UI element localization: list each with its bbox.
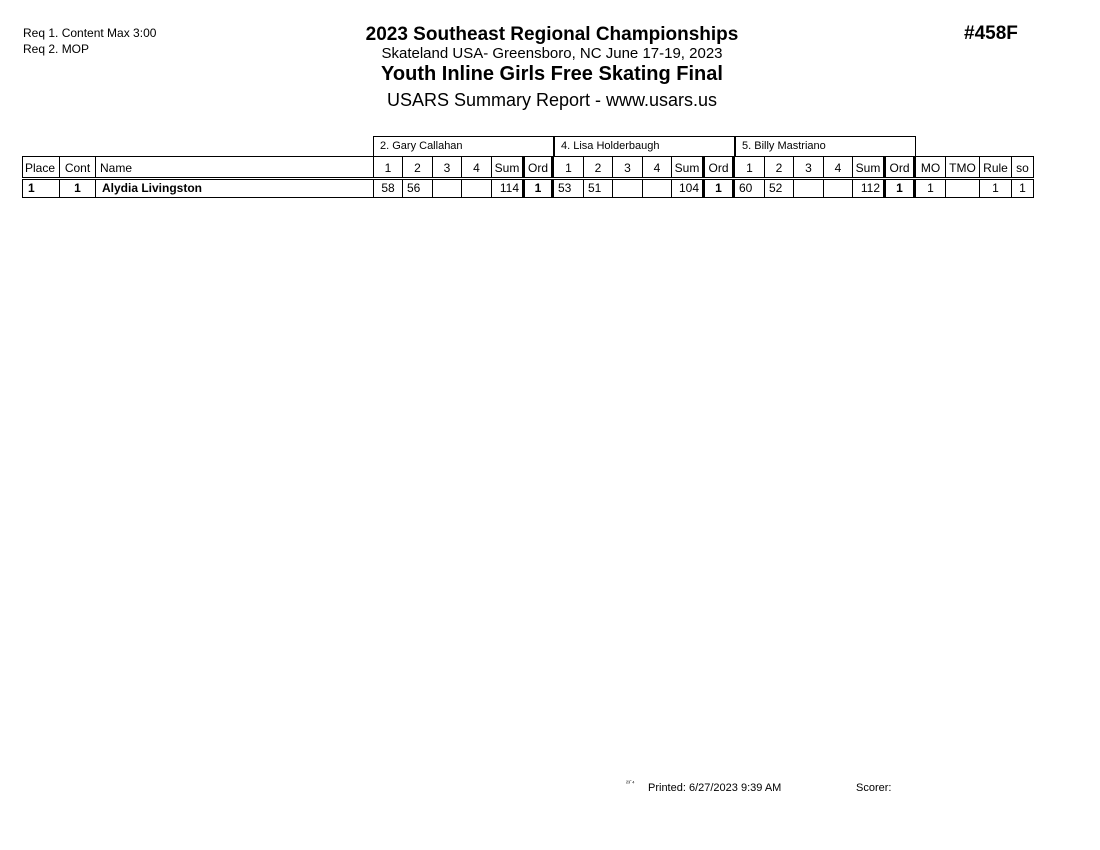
header-j1-1: 1	[373, 157, 403, 177]
footer-code: ²³´⁴	[626, 781, 635, 787]
header-tmo: TMO	[945, 157, 980, 177]
grid-line-bottom	[22, 197, 1034, 198]
printed-timestamp: Printed: 6/27/2023 9:39 AM	[648, 782, 782, 794]
header-j3-3: 3	[793, 157, 824, 177]
event-number: #458F	[964, 23, 1018, 44]
cell-j2-ord: 1	[702, 180, 735, 197]
venue-line: Skateland USA- Greensboro, NC June 17-19, 2023	[381, 45, 723, 62]
cell-mo: 1	[915, 180, 946, 197]
header-j3-1: 1	[734, 157, 765, 177]
header-name: Name	[95, 157, 374, 177]
cell-j1-1: 58	[373, 180, 403, 197]
requirement-1: Req 1. Content Max 3:00	[23, 26, 157, 40]
header-j3-4: 4	[823, 157, 853, 177]
header-j2-sum: Sum	[671, 157, 703, 177]
header-j1-3: 3	[432, 157, 462, 177]
header-j2-2: 2	[583, 157, 613, 177]
cell-tmo	[945, 180, 980, 197]
cell-rule: 1	[979, 180, 1012, 197]
cell-j2-sum: 104	[671, 180, 703, 197]
header-j2-4: 4	[642, 157, 672, 177]
judge-header-1: 2. Gary Callahan	[373, 136, 554, 156]
header-place: Place	[22, 157, 60, 177]
grid-line-header-bottom	[22, 177, 1034, 178]
header-j3-ord: Ord	[883, 157, 916, 177]
header-j3-sum: Sum	[852, 157, 884, 177]
cell-j1-3	[432, 180, 462, 197]
cell-j2-4	[642, 180, 672, 197]
cell-cont: 1	[59, 180, 96, 197]
header-j1-sum: Sum	[491, 157, 523, 177]
header-j3-2: 2	[764, 157, 794, 177]
cell-name: Alydia Livingston	[95, 180, 374, 197]
cell-j1-4	[461, 180, 492, 197]
header-so: so	[1011, 157, 1034, 177]
header-j1-4: 4	[461, 157, 492, 177]
cell-place: 1	[22, 180, 60, 197]
cell-j1-sum: 114	[491, 180, 523, 197]
cell-j2-1: 53	[553, 180, 584, 197]
requirement-2: Req 2. MOP	[23, 42, 90, 56]
header-j2-3: 3	[612, 157, 643, 177]
judge-header-3: 5. Billy Mastriano	[735, 136, 916, 156]
scorer-label: Scorer:	[856, 782, 892, 794]
event-subtitle: Youth Inline Girls Free Skating Final	[381, 63, 723, 85]
header-cont: Cont	[59, 157, 96, 177]
header-mo: MO	[915, 157, 946, 177]
header-j2-1: 1	[553, 157, 584, 177]
cell-so: 1	[1011, 180, 1034, 197]
header-j1-2: 2	[402, 157, 433, 177]
cell-j3-1: 60	[734, 180, 765, 197]
cell-j1-2: 56	[402, 180, 433, 197]
cell-j1-ord: 1	[522, 180, 554, 197]
cell-j2-3	[612, 180, 643, 197]
header-rule: Rule	[979, 157, 1012, 177]
cell-j3-ord: 1	[883, 180, 916, 197]
header-j1-ord: Ord	[522, 157, 554, 177]
cell-j2-2: 51	[583, 180, 613, 197]
header-j2-ord: Ord	[702, 157, 735, 177]
judge-header-2: 4. Lisa Holderbaugh	[554, 136, 735, 156]
report-name: USARS Summary Report - www.usars.us	[386, 90, 718, 110]
cell-j3-4	[823, 180, 853, 197]
report-title: 2023 Southeast Regional Championships	[365, 24, 739, 45]
cell-j3-3	[793, 180, 824, 197]
cell-j3-2: 52	[764, 180, 794, 197]
cell-j3-sum: 112	[852, 180, 884, 197]
